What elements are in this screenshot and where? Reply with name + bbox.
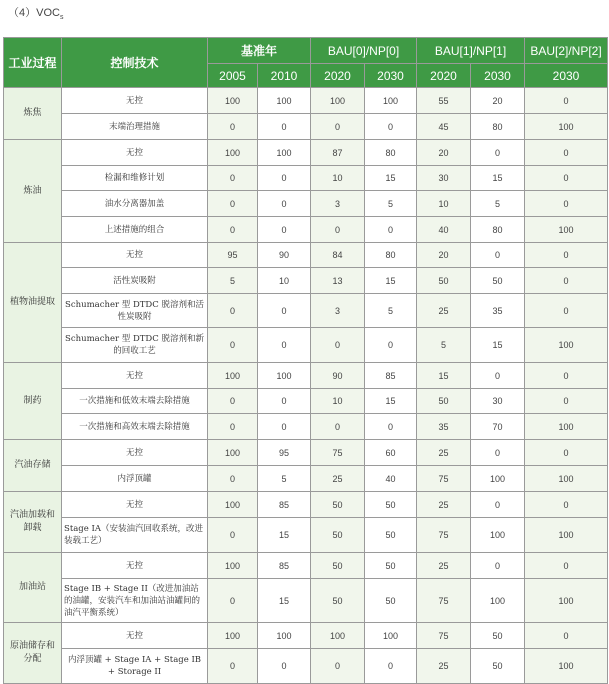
tech-cell: 无控 — [62, 623, 208, 649]
value-cell: 100 — [525, 649, 608, 684]
value-cell: 100 — [471, 518, 525, 553]
value-cell: 30 — [471, 389, 525, 414]
value-cell: 50 — [417, 389, 471, 414]
value-cell: 0 — [208, 217, 258, 243]
value-cell: 80 — [471, 217, 525, 243]
value-cell: 75 — [417, 466, 471, 492]
value-cell: 10 — [311, 166, 365, 191]
value-cell: 15 — [417, 363, 471, 389]
value-cell: 5 — [471, 191, 525, 217]
table-row — [4, 363, 608, 389]
tech-cell: Stage IB + Stage II（改进加油站的油罐，安装汽车和加油站油罐间的油汽平衡系统） — [62, 579, 208, 623]
value-cell: 100 — [311, 623, 365, 649]
value-cell: 80 — [471, 114, 525, 140]
value-cell: 50 — [471, 649, 525, 684]
value-cell: 0 — [258, 328, 311, 363]
tech-cell: Schumacher 型 DTDC 脱溶剂和活性炭吸附 — [62, 294, 208, 328]
value-cell: 0 — [525, 140, 608, 166]
table-caption — [8, 2, 63, 24]
process-cell: 炼油 — [4, 140, 62, 243]
value-cell: 15 — [365, 268, 417, 294]
value-cell: 0 — [258, 294, 311, 328]
value-cell: 100 — [258, 363, 311, 389]
caption-subscript: s — [59, 14, 64, 22]
table-row — [4, 166, 608, 191]
value-cell: 5 — [365, 294, 417, 328]
value-cell: 85 — [258, 492, 311, 518]
value-cell: 0 — [208, 649, 258, 684]
tech-cell: 无控 — [62, 363, 208, 389]
value-cell: 0 — [208, 294, 258, 328]
tech-cell: 内浮顶罐 — [62, 466, 208, 492]
value-cell: 84 — [311, 243, 365, 268]
value-cell: 0 — [525, 389, 608, 414]
value-cell: 100 — [258, 623, 311, 649]
header-group-bau1: BAU[1]/NP[1] — [417, 38, 525, 64]
value-cell: 50 — [311, 553, 365, 579]
value-cell: 0 — [525, 363, 608, 389]
value-cell: 100 — [471, 466, 525, 492]
value-cell: 15 — [471, 166, 525, 191]
value-cell: 70 — [471, 414, 525, 440]
value-cell: 100 — [525, 518, 608, 553]
tech-cell: 无控 — [62, 88, 208, 114]
value-cell: 50 — [365, 579, 417, 623]
value-cell: 35 — [417, 414, 471, 440]
value-cell: 0 — [525, 191, 608, 217]
header-group-bau2: BAU[2]/NP[2] — [525, 38, 608, 64]
value-cell: 100 — [208, 440, 258, 466]
value-cell: 15 — [258, 579, 311, 623]
value-cell: 100 — [525, 328, 608, 363]
value-cell: 10 — [258, 268, 311, 294]
value-cell: 100 — [208, 140, 258, 166]
value-cell: 0 — [258, 166, 311, 191]
tech-cell: Schumacher 型 DTDC 脱溶剂和新的回收工艺 — [62, 328, 208, 363]
value-cell: 95 — [208, 243, 258, 268]
value-cell: 0 — [471, 553, 525, 579]
value-cell: 50 — [311, 579, 365, 623]
table-row — [4, 243, 608, 268]
header-tech: 控制技术 — [62, 38, 208, 88]
value-cell: 100 — [208, 88, 258, 114]
header-year: 2010 — [258, 64, 311, 88]
value-cell: 40 — [365, 466, 417, 492]
caption-text: （4）VOC — [8, 7, 60, 19]
process-cell: 汽油存储 — [4, 440, 62, 492]
value-cell: 50 — [471, 268, 525, 294]
value-cell: 0 — [208, 328, 258, 363]
value-cell: 87 — [311, 140, 365, 166]
value-cell: 0 — [208, 114, 258, 140]
tech-cell: 无控 — [62, 492, 208, 518]
value-cell: 0 — [311, 414, 365, 440]
value-cell: 0 — [311, 328, 365, 363]
value-cell: 90 — [258, 243, 311, 268]
value-cell: 0 — [525, 88, 608, 114]
table-row — [4, 414, 608, 440]
value-cell: 0 — [525, 440, 608, 466]
value-cell: 85 — [365, 363, 417, 389]
value-cell: 100 — [208, 553, 258, 579]
value-cell: 0 — [365, 114, 417, 140]
value-cell: 75 — [417, 623, 471, 649]
value-cell: 20 — [417, 140, 471, 166]
value-cell: 0 — [525, 268, 608, 294]
value-cell: 20 — [417, 243, 471, 268]
header-group-bau0: BAU[0]/NP[0] — [311, 38, 417, 64]
value-cell: 0 — [365, 217, 417, 243]
value-cell: 25 — [311, 466, 365, 492]
value-cell: 55 — [417, 88, 471, 114]
value-cell: 50 — [365, 553, 417, 579]
value-cell: 0 — [471, 363, 525, 389]
value-cell: 25 — [417, 440, 471, 466]
value-cell: 75 — [311, 440, 365, 466]
value-cell: 5 — [365, 191, 417, 217]
table-row — [4, 88, 608, 114]
value-cell: 0 — [258, 649, 311, 684]
value-cell: 75 — [417, 518, 471, 553]
value-cell: 80 — [365, 243, 417, 268]
tech-cell: 上述措施的组合 — [62, 217, 208, 243]
value-cell: 100 — [471, 579, 525, 623]
value-cell: 40 — [417, 217, 471, 243]
tech-cell: Stage IA（安装油汽回收系统，改进装载工艺） — [62, 518, 208, 553]
process-cell: 植物油提取 — [4, 243, 62, 363]
value-cell: 25 — [417, 649, 471, 684]
value-cell: 0 — [258, 414, 311, 440]
value-cell: 0 — [311, 649, 365, 684]
value-cell: 45 — [417, 114, 471, 140]
value-cell: 100 — [525, 466, 608, 492]
value-cell: 5 — [208, 268, 258, 294]
value-cell: 50 — [365, 518, 417, 553]
value-cell: 25 — [417, 294, 471, 328]
value-cell: 15 — [471, 328, 525, 363]
tech-cell: 油水分离器加盖 — [62, 191, 208, 217]
value-cell: 0 — [258, 217, 311, 243]
value-cell: 85 — [258, 553, 311, 579]
header-process: 工业过程 — [4, 38, 62, 88]
value-cell: 0 — [365, 414, 417, 440]
value-cell: 100 — [311, 88, 365, 114]
value-cell: 95 — [258, 440, 311, 466]
table-row — [4, 518, 608, 553]
value-cell: 50 — [417, 268, 471, 294]
value-cell: 100 — [365, 623, 417, 649]
value-cell: 100 — [258, 88, 311, 114]
tech-cell: 活性炭吸附 — [62, 268, 208, 294]
tech-cell: 检漏和维修计划 — [62, 166, 208, 191]
value-cell: 5 — [417, 328, 471, 363]
value-cell: 100 — [525, 114, 608, 140]
value-cell: 30 — [417, 166, 471, 191]
value-cell: 100 — [365, 88, 417, 114]
value-cell: 60 — [365, 440, 417, 466]
value-cell: 15 — [258, 518, 311, 553]
value-cell: 0 — [525, 243, 608, 268]
value-cell: 0 — [208, 191, 258, 217]
value-cell: 5 — [258, 466, 311, 492]
value-cell: 20 — [471, 88, 525, 114]
table-row — [4, 217, 608, 243]
value-cell: 80 — [365, 140, 417, 166]
process-cell: 炼焦 — [4, 88, 62, 140]
table-row — [4, 579, 608, 623]
process-cell: 制药 — [4, 363, 62, 440]
value-cell: 0 — [258, 389, 311, 414]
value-cell: 10 — [417, 191, 471, 217]
header-year: 2005 — [208, 64, 258, 88]
value-cell: 0 — [258, 114, 311, 140]
tech-cell: 一次措施和低效末端去除措施 — [62, 389, 208, 414]
value-cell: 100 — [208, 492, 258, 518]
value-cell: 0 — [258, 191, 311, 217]
header-year: 2020 — [417, 64, 471, 88]
value-cell: 0 — [471, 492, 525, 518]
value-cell: 0 — [208, 414, 258, 440]
value-cell: 3 — [311, 294, 365, 328]
value-cell: 50 — [311, 518, 365, 553]
value-cell: 0 — [471, 440, 525, 466]
value-cell: 100 — [525, 579, 608, 623]
table-row — [4, 328, 608, 363]
value-cell: 0 — [208, 466, 258, 492]
tech-cell: 一次措施和高效末端去除措施 — [62, 414, 208, 440]
table-row — [4, 553, 608, 579]
tech-cell: 无控 — [62, 553, 208, 579]
value-cell: 25 — [417, 553, 471, 579]
value-cell: 0 — [311, 217, 365, 243]
value-cell: 50 — [471, 623, 525, 649]
value-cell: 0 — [471, 243, 525, 268]
value-cell: 0 — [208, 389, 258, 414]
table-row — [4, 440, 608, 466]
value-cell: 0 — [208, 518, 258, 553]
table-row — [4, 268, 608, 294]
value-cell: 75 — [417, 579, 471, 623]
value-cell: 100 — [208, 623, 258, 649]
value-cell: 25 — [417, 492, 471, 518]
value-cell: 0 — [525, 166, 608, 191]
value-cell: 100 — [525, 414, 608, 440]
header-year: 2020 — [311, 64, 365, 88]
tech-cell: 无控 — [62, 140, 208, 166]
value-cell: 0 — [525, 553, 608, 579]
value-cell: 0 — [525, 294, 608, 328]
table-row — [4, 649, 608, 684]
table-row — [4, 114, 608, 140]
value-cell: 3 — [311, 191, 365, 217]
table-row — [4, 623, 608, 649]
value-cell: 100 — [525, 217, 608, 243]
value-cell: 0 — [208, 579, 258, 623]
table-row — [4, 466, 608, 492]
process-cell: 加油站 — [4, 553, 62, 623]
table-row — [4, 140, 608, 166]
value-cell: 100 — [258, 140, 311, 166]
value-cell: 15 — [365, 389, 417, 414]
voc-control-table — [3, 37, 608, 684]
header-year: 2030 — [525, 64, 608, 88]
header-group-base: 基准年 — [208, 38, 311, 64]
value-cell: 13 — [311, 268, 365, 294]
value-cell: 0 — [208, 166, 258, 191]
table-row — [4, 191, 608, 217]
value-cell: 0 — [365, 328, 417, 363]
value-cell: 100 — [208, 363, 258, 389]
process-cell: 原油储存和分配 — [4, 623, 62, 684]
table-row — [4, 492, 608, 518]
value-cell: 0 — [365, 649, 417, 684]
value-cell: 0 — [525, 492, 608, 518]
header-year: 2030 — [471, 64, 525, 88]
table-row — [4, 294, 608, 328]
tech-cell: 内浮顶罐 + Stage IA + Stage IB + Storage II — [62, 649, 208, 684]
header-year: 2030 — [365, 64, 417, 88]
tech-cell: 无控 — [62, 440, 208, 466]
value-cell: 15 — [365, 166, 417, 191]
value-cell: 90 — [311, 363, 365, 389]
value-cell: 0 — [311, 114, 365, 140]
tech-cell: 末端治理措施 — [62, 114, 208, 140]
tech-cell: 无控 — [62, 243, 208, 268]
value-cell: 35 — [471, 294, 525, 328]
process-cell: 汽油加载和卸载 — [4, 492, 62, 553]
value-cell: 50 — [311, 492, 365, 518]
table-row — [4, 389, 608, 414]
value-cell: 0 — [525, 623, 608, 649]
value-cell: 10 — [311, 389, 365, 414]
value-cell: 0 — [471, 140, 525, 166]
value-cell: 50 — [365, 492, 417, 518]
